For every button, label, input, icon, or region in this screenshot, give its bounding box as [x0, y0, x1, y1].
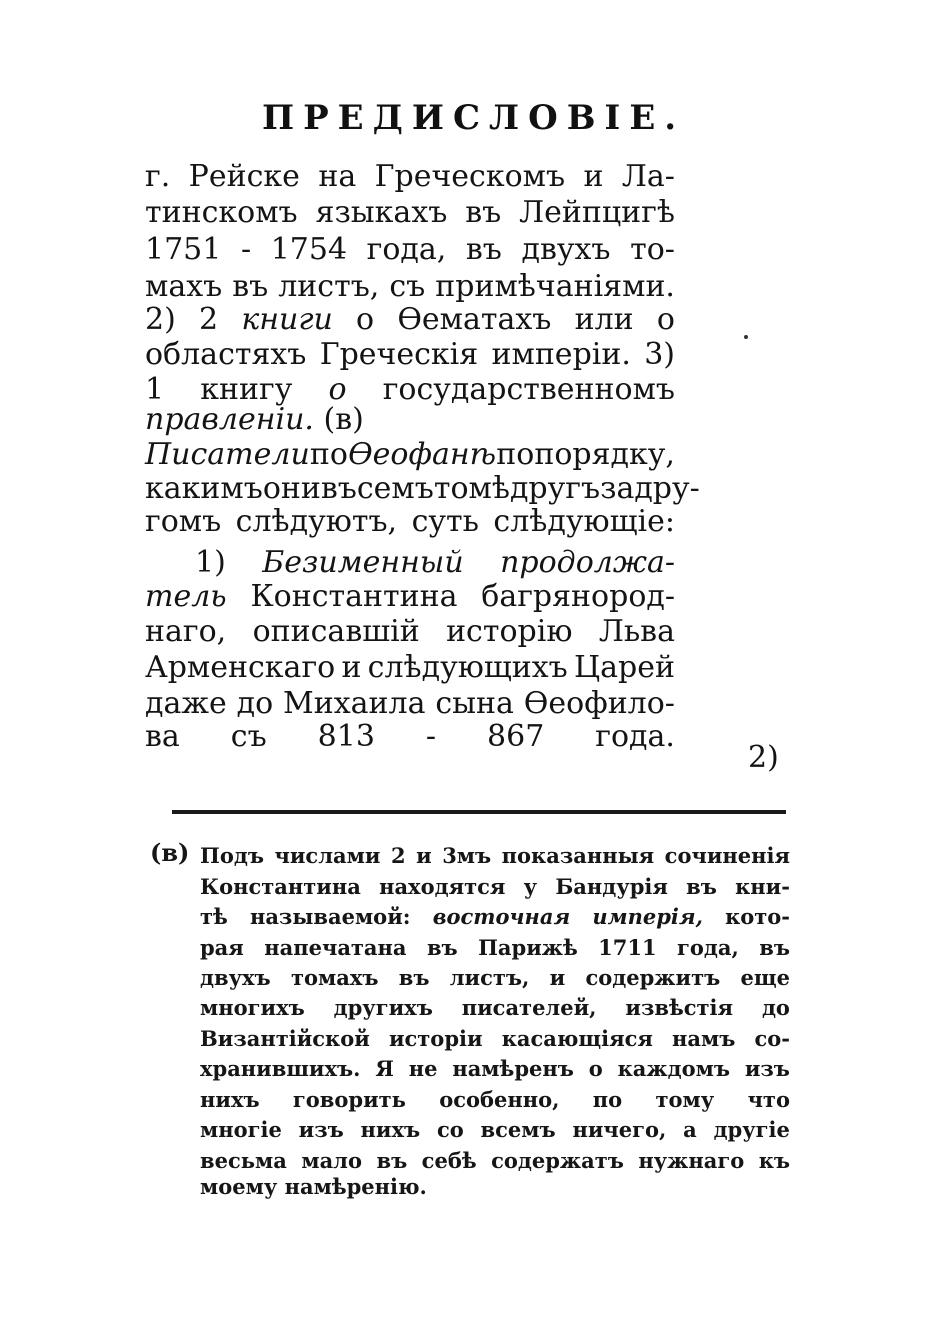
- body-line: ва съ 813 - 867 года.: [145, 719, 675, 754]
- body-line: г. Рейске на Греческомъ и Ла-: [145, 159, 675, 194]
- footnote-line: рая напечатана въ Парижѣ 1711 года, въ: [200, 935, 790, 960]
- footnote-line: моему намѣренію.: [200, 1174, 427, 1199]
- body-line: областяхъ Греческія имперіи. 3): [145, 337, 675, 372]
- footnote-line: хранившихъ. Я не намѣренъ о каждомъ изъ: [200, 1056, 790, 1081]
- page-header: ПРЕДИСЛОВІЕ.: [262, 98, 686, 138]
- footnote-line: нихъ говорить особенно, по тому что: [200, 1087, 790, 1112]
- footnote-marker: (в): [150, 838, 190, 867]
- body-line: махъ въ листъ, съ примѣчаніями.: [145, 269, 675, 304]
- body-line: 2) 2 книги о Ѳематахъ или о: [145, 302, 675, 337]
- page-speck: [744, 335, 748, 339]
- footnote-line: Константина находятся у Бандурія въ кни-: [200, 874, 790, 899]
- body-line: тель Константина багрянород-: [145, 579, 675, 614]
- body-line: правленіи. (в): [145, 402, 364, 437]
- footnote-rule: [172, 810, 786, 814]
- footnote-line: многихъ другихъ писателей, извѣстія до: [200, 995, 790, 1020]
- catchword: 2): [748, 740, 779, 775]
- footnote-line: тѣ называемой: восточная имперія, кото-: [200, 904, 790, 929]
- footnote-line: весьма мало въ себѣ содержатъ нужнаго къ: [200, 1148, 790, 1173]
- body-line: даже до Михаила сына Ѳеофило-: [145, 686, 675, 721]
- body-line: гомъ слѣдуютъ, суть слѣдующіе:: [145, 504, 675, 539]
- body-line: тинскомъ языкахъ въ Лейпцигѣ: [145, 195, 675, 230]
- body-line: Арменскаго и слѣдующихъ Царей: [145, 650, 675, 685]
- body-line: какимъ они въ семъ томѣ другъ за дру-: [145, 471, 700, 506]
- footnote-line: Подъ числами 2 и 3мъ показанныя сочиненія: [200, 843, 790, 868]
- footnote-line: многіе изъ нихъ со всемъ ничего, а другіе: [200, 1117, 790, 1142]
- footnote-line: двухъ томахъ въ листъ, и содержитъ еще: [200, 965, 790, 990]
- footnote-line: Византійской исторіи касающіяся намъ со-: [200, 1026, 790, 1051]
- body-line: 1751 - 1754 года, въ двухъ то-: [145, 232, 675, 267]
- body-line: наго, описавшій исторію Льва: [145, 614, 675, 649]
- body-line: 1) Безименный продолжа-: [195, 545, 675, 580]
- body-line: Писатели по Ѳеофанѣ по порядку,: [145, 437, 675, 472]
- body-line: 1 книгу о государственномъ: [145, 372, 675, 407]
